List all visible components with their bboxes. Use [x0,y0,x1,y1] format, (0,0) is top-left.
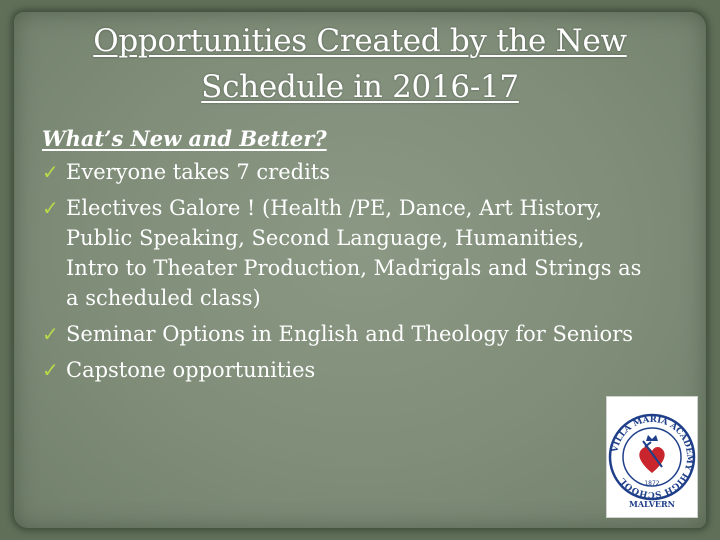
title-line-2: Schedule in 2016-17 [201,69,519,105]
title-line-1: Opportunities Created by the New [93,23,627,59]
section-heading: What’s New and Better? [42,126,327,151]
seal-place: MALVERN [628,499,676,509]
slide-title [40,18,680,110]
checkmark-icon: ✓ [42,322,59,346]
checkmark-icon: ✓ [42,160,59,184]
seal-graphic [607,397,697,517]
bullet-text: Electives Galore ! (Health /PE, Dance, Art History, Public Speaking, Second Language, Humanities, Intro to Theater Production, Madrigals and Strings as a scheduled class) [66,196,642,310]
bullet-text: Everyone takes 7 credits [66,160,330,184]
bullet-list [42,157,642,385]
slide-content [42,124,642,391]
seal-year: 1872 [644,480,660,487]
bullet-item [42,193,642,313]
bullet-item [42,157,642,187]
heart-icon [639,447,664,473]
crown-icon [646,435,658,441]
seal-ring-text: VILLA MARIA ACADEMY HIGH SCHOOL [610,414,695,500]
bullet-text: Seminar Options in English and Theology for Seniors [66,322,634,346]
checkmark-icon: ✓ [42,358,59,382]
bullet-item [42,319,642,349]
checkmark-icon: ✓ [42,196,59,220]
bullet-item [42,355,642,385]
school-seal-logo [606,396,698,518]
bullet-text: Capstone opportunities [66,358,316,382]
